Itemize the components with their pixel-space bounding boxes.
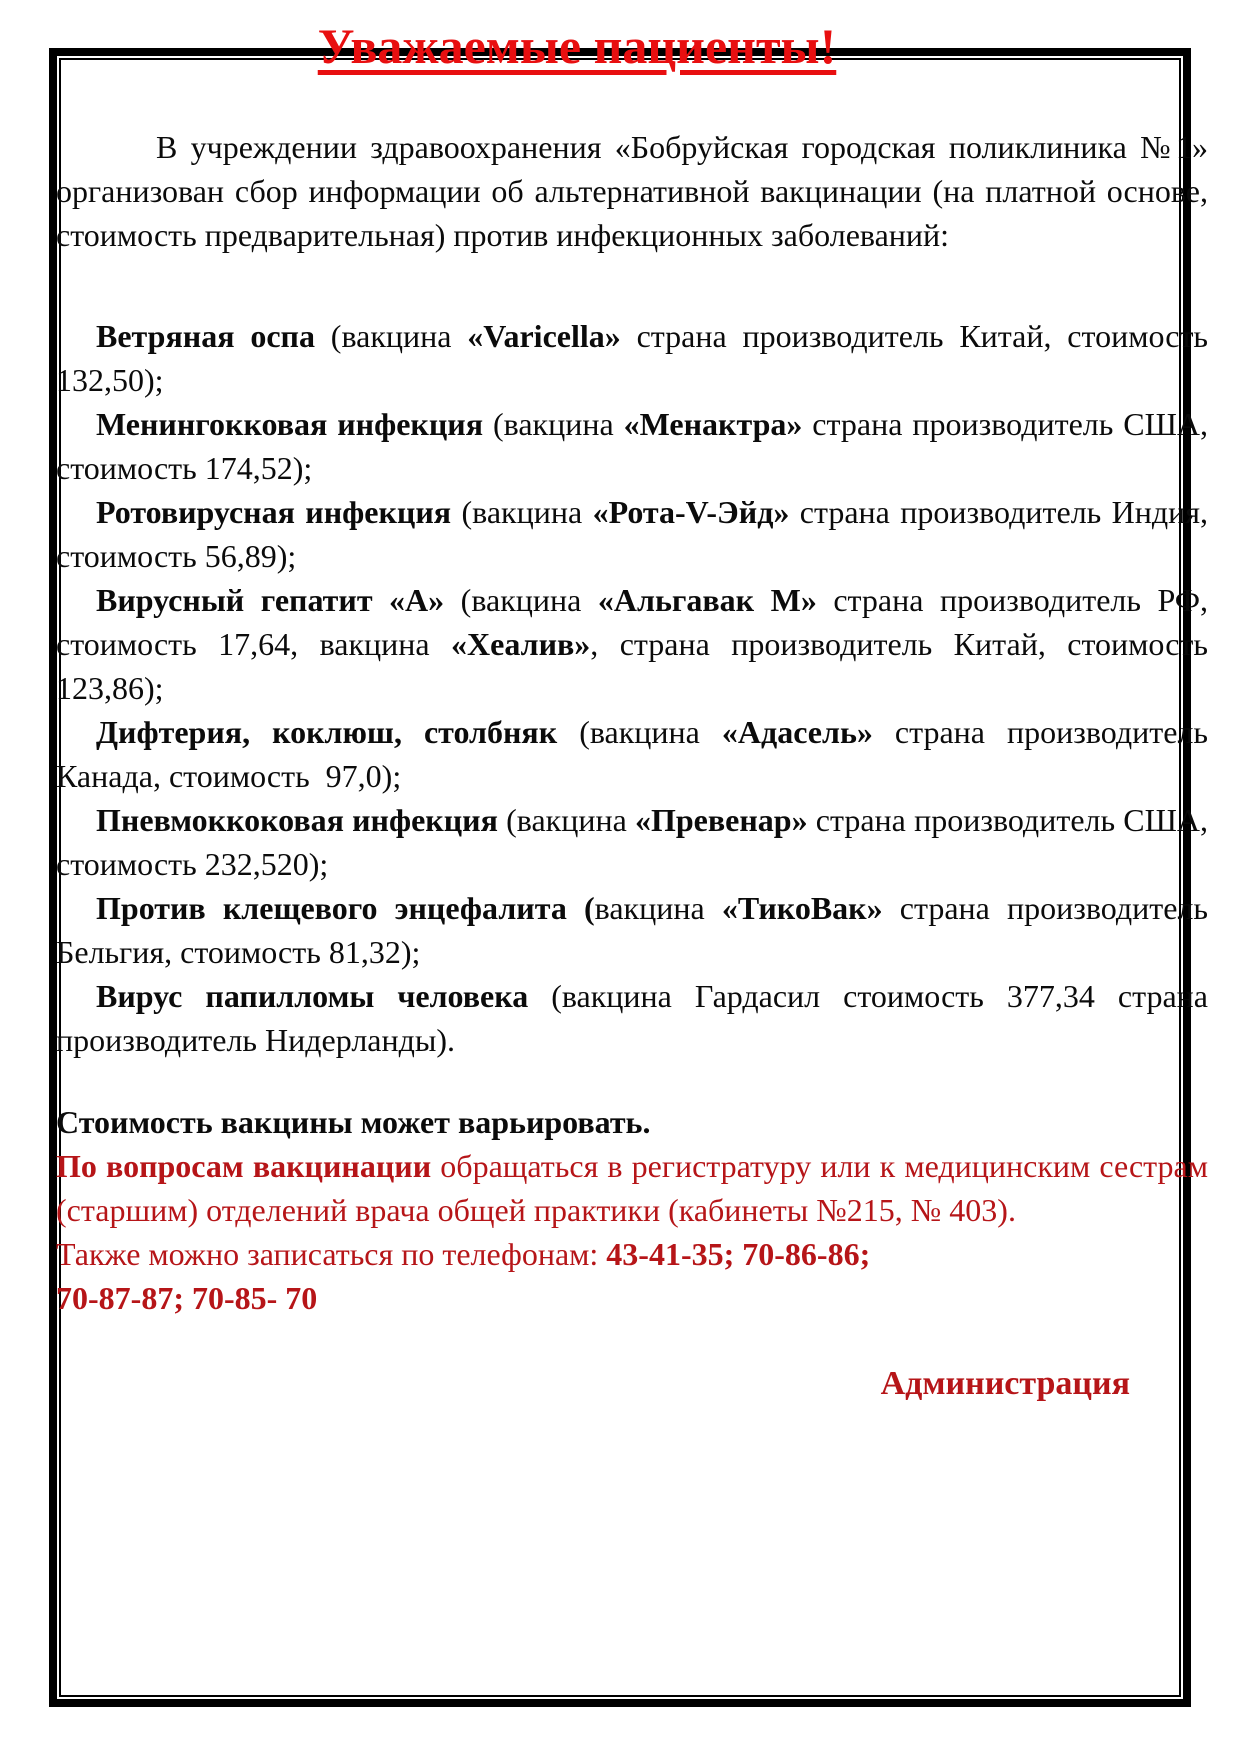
vaccine-item	[56, 490, 1208, 578]
text-run: (вакцина	[483, 406, 624, 442]
text-run: страна производитель США, стоимость 232,520);	[56, 802, 1209, 882]
text-run: страна производитель Китай, стоимость 132,50);	[56, 318, 1209, 398]
vaccine-item	[56, 402, 1208, 490]
vaccine-item	[56, 314, 1208, 402]
bold-text-run: Стоимость вакцины может варьировать.	[56, 1104, 651, 1140]
vaccine-item	[56, 886, 1208, 974]
vaccine-item	[56, 710, 1208, 798]
text-run: (вакцина	[314, 318, 468, 354]
text-run: страна производитель США, стоимость 174,52);	[56, 406, 1209, 486]
text-run: страна производитель РФ, стоимость 17,64, вакцина	[56, 582, 1209, 662]
bold-text-run: Дифтерия, коклюш, столбняк	[96, 714, 558, 750]
bold-text-run: Против клещевого энцефалита (	[96, 890, 595, 926]
text-run: (вакцина	[497, 802, 635, 838]
vaccine-item	[56, 798, 1208, 886]
text-run: страна производитель Канада, стоимость 97,0);	[56, 714, 1209, 794]
vaccine-item	[56, 974, 1208, 1062]
text-run: В учреждении здравоохранения «Бобруйская городская поликлиника №1» организован сбор информации об альтернативной вакцинации (на платной основе, стоимость предварительная) против инфекционных заболеваний:	[56, 129, 1208, 253]
bold-text-run: «Менактра»	[623, 406, 803, 442]
text-run: (вакцина	[444, 582, 598, 618]
bold-text-run: «Адасель»	[721, 714, 873, 750]
phones-line-1	[56, 1232, 1208, 1276]
bold-text-run: «Хеалив»	[451, 626, 591, 662]
text-run: страна производитель Бельгия, стоимость 81,32);	[56, 890, 1209, 970]
bold-text-run: Менингокковая инфекция	[96, 406, 484, 442]
bold-text-run: «Альгавак М»	[597, 582, 817, 618]
text-run: обращаться в регистратуру или к медицинским сестрам (старшим) отделений врача общей практики (кабинеты №215, № 403).	[56, 1148, 1209, 1228]
text-run: страна производитель Индия, стоимость 56,89);	[56, 494, 1209, 574]
bold-text-run: Ветряная оспа	[96, 318, 315, 354]
text-run: (вакцина	[557, 714, 722, 750]
contact-info-paragraph	[56, 1144, 1208, 1232]
bold-text-run: «Превенар»	[634, 802, 808, 838]
bold-text-run: Ротовирусная инфекция	[96, 494, 452, 530]
text-run: (вакцина Гардасил стоимость 377,34 страна производитель Нидерланды).	[56, 978, 1209, 1058]
phones-line-2	[56, 1276, 1208, 1320]
page-title: Уважаемые пациенты!	[317, 18, 837, 74]
text-run: вакцина	[594, 890, 722, 926]
text-run: Также можно записаться по телефонам:	[56, 1236, 607, 1272]
text-run: (вакцина	[451, 494, 593, 530]
bold-text-run: Вирус папилломы человека	[96, 978, 529, 1014]
vaccine-list	[56, 314, 1208, 1062]
bold-text-run: По вопросам вакцинации	[56, 1148, 432, 1184]
price-variation-note	[56, 1100, 1208, 1144]
vaccine-item	[56, 578, 1208, 710]
bold-text-run: 70-87-87; 70-85- 70	[56, 1280, 318, 1316]
bold-text-run: 43-41-35; 70-86-86;	[606, 1236, 871, 1272]
text-run: , страна производитель Китай, стоимость 123,86);	[56, 626, 1209, 706]
signature: Администрация	[880, 1365, 1130, 1402]
bold-text-run: «ТикоВак»	[721, 890, 883, 926]
intro-paragraph	[56, 125, 1208, 257]
bold-text-run: «Varicella»	[467, 318, 621, 354]
bold-text-run: Вирусный гепатит «А»	[96, 582, 445, 618]
bold-text-run: «Рота-V-Эйд»	[592, 494, 790, 530]
bold-text-run: Пневмоккоковая инфекция	[96, 802, 498, 838]
